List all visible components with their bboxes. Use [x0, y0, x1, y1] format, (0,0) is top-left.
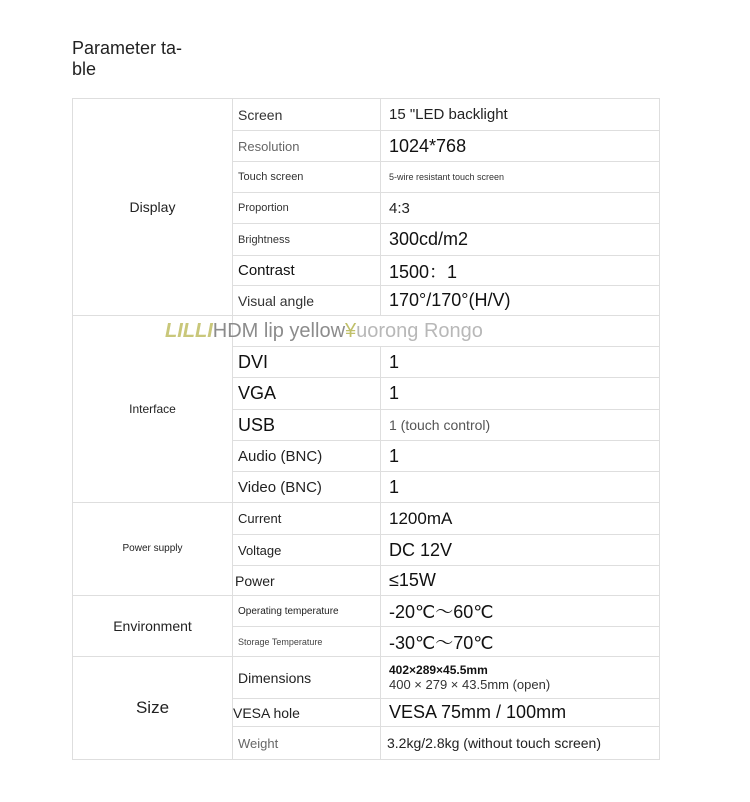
group-environment: Environment [73, 596, 233, 657]
row-label: Current [233, 503, 381, 535]
row-label: Weight [233, 727, 381, 760]
row-value: 1024*768 [381, 131, 660, 162]
dimensions-open: 400 × 279 × 43.5mm (open) [389, 677, 551, 692]
row-value: 1200mA [381, 503, 660, 535]
row-value: DC 12V [381, 535, 660, 566]
row-label: Storage Temperature [233, 627, 381, 657]
table-row [73, 596, 660, 627]
watermark-part: ¥ [345, 319, 357, 342]
watermark-part: HDM lip yellow [212, 319, 346, 342]
row-label: Video (BNC) [233, 472, 381, 503]
row-label: Proportion [233, 193, 381, 224]
row-label: Audio (BNC) [233, 441, 381, 472]
row-label: USB [233, 410, 381, 441]
row-label: Visual angle [233, 286, 381, 316]
row-value: 1 (touch control) [381, 410, 660, 441]
row-value: 15 "LED backlight [381, 99, 660, 131]
page-title: Parameter ta- ble [72, 38, 183, 79]
row-value: ≤15W [381, 566, 660, 596]
row-value [381, 657, 660, 699]
table-row [73, 99, 660, 131]
row-value: 1 [381, 347, 660, 378]
watermark-part: LILLI [165, 319, 213, 342]
row-label: Touch screen [233, 162, 381, 193]
row-label: Brightness [233, 224, 381, 256]
row-value: 1500：1 [381, 256, 660, 286]
row-value: -30℃～70℃ [381, 627, 660, 657]
row-label: Voltage [233, 535, 381, 566]
row-label: Screen [233, 99, 381, 131]
row-value: 1 [381, 378, 660, 410]
row-label: DVI [233, 347, 381, 378]
row-label: VGA [233, 378, 381, 410]
row-value: 170°/170°(H/V) [381, 286, 660, 316]
table-row [73, 657, 660, 699]
dimensions-closed: 402×289×45.5mm [389, 663, 488, 677]
group-interface: Interface [73, 316, 233, 503]
row-value: -20℃～60℃ [381, 596, 660, 627]
row-value: 5-wire resistant touch screen [381, 162, 660, 193]
group-size: Size [73, 657, 233, 760]
row-label: Contrast [233, 256, 381, 286]
group-power-supply: Power supply [73, 503, 233, 596]
table-row [73, 316, 660, 347]
watermark-part: uorong Rongo [356, 319, 483, 342]
group-display: Display [73, 99, 233, 316]
row-label: Power [233, 566, 381, 596]
row-label: VESA hole [233, 699, 381, 727]
table-row [73, 503, 660, 535]
row-value: 4:3 [381, 193, 660, 224]
parameter-table [72, 98, 660, 760]
row-value: 300cd/m2 [381, 224, 660, 256]
watermark-text [165, 316, 660, 347]
row-value: 1 [381, 472, 660, 503]
row-value: 1 [381, 441, 660, 472]
row-label: Dimensions [233, 657, 381, 699]
row-label: Resolution [233, 131, 381, 162]
row-label: Operating temperature [233, 596, 381, 627]
row-value: VESA 75mm / 100mm [381, 699, 660, 727]
row-value: 3.2kg/2.8kg (without touch screen) [381, 727, 660, 760]
